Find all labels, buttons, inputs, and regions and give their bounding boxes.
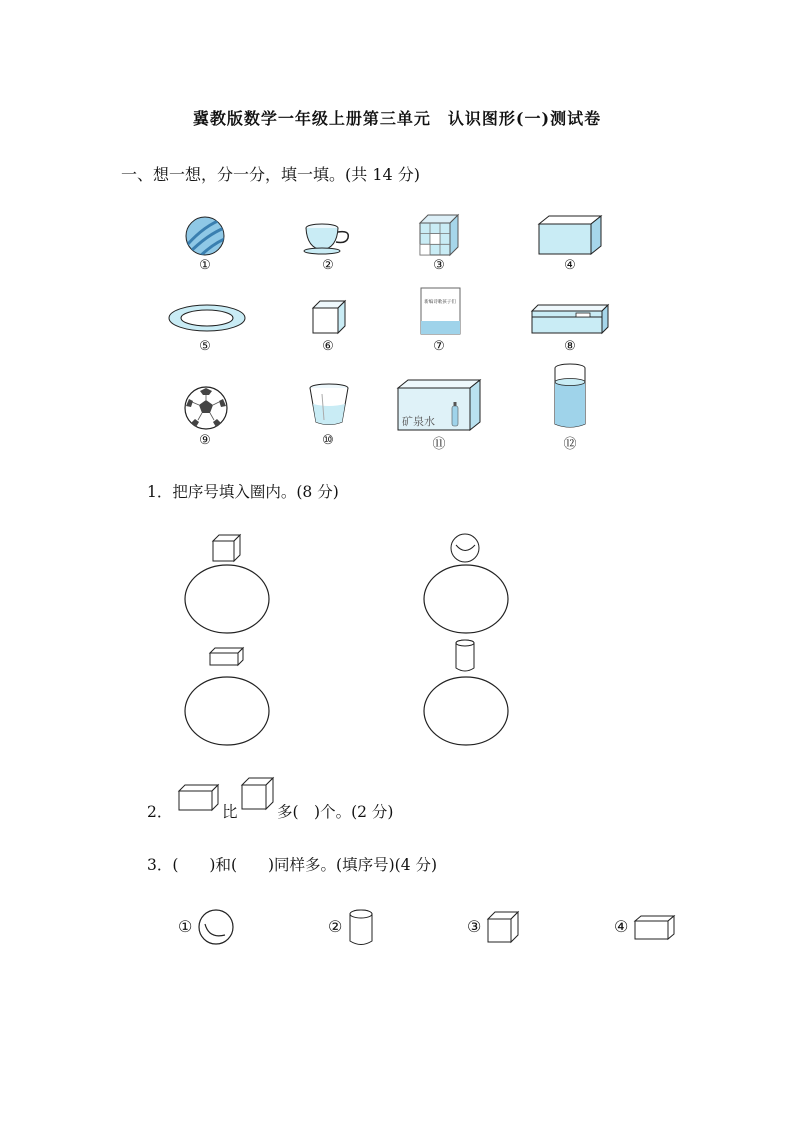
rubiks-cube-icon [418,213,460,257]
cylinder-icon [348,909,376,947]
cube-icon [241,777,275,811]
glass-icon [553,362,587,432]
striped-ball-icon [183,215,227,257]
item-number: ⑧ [564,339,576,354]
option-number: ② [328,917,343,936]
option-number: ① [178,917,193,936]
item-number: ⑥ [322,339,334,354]
sphere-icon [449,532,483,564]
question-2-prefix: 2． [147,803,173,821]
option-number: ④ [614,917,629,936]
question-2-suffix: 多( )个。(2 分) [277,803,394,821]
page-title: 冀教版数学一年级上册第三单元 认识图形(一)测试卷 [192,109,602,128]
item-number: ④ [564,258,576,273]
question-3: 3．( )和( )同样多。(填序号)(4 分) [147,856,438,874]
cylinder-icon [454,639,476,673]
answer-oval-cube[interactable] [183,563,271,635]
teacup-icon [302,220,354,256]
soccer-ball-icon [183,385,229,431]
water-carton-icon [396,378,482,432]
open-box-icon [537,214,603,256]
item-number: ① [199,258,211,273]
question-2-mid: 比 [222,803,238,821]
answer-oval-sphere[interactable] [422,563,510,635]
answer-oval-cylinder[interactable] [422,675,510,747]
cuboid-icon [178,784,220,812]
section-heading: 一、想一想，分一分，填一填。(共 14 分) [121,165,421,184]
cube-icon [212,534,242,562]
sphere-icon [197,909,235,945]
small-cube-icon [311,299,349,337]
item-number: ③ [433,258,445,273]
carton-label: 矿泉水 [402,415,435,428]
book-title: 新编诗歌孩子们 [424,300,456,305]
question-1: 1．把序号填入圈内。(8 分) [147,483,339,501]
book-icon [420,287,462,335]
item-number: ⑨ [199,433,211,448]
item-number: ⑤ [199,339,211,354]
item-number: ⑦ [433,339,445,354]
lidded-box-icon [530,303,610,335]
cube-icon [487,911,521,943]
item-number: ② [322,258,334,273]
option-number: ③ [467,917,482,936]
cup-icon [306,382,352,428]
plate-icon [167,302,247,334]
cuboid-icon [634,915,676,941]
item-number: ⑫ [563,437,577,452]
item-number: ⑪ [432,437,446,452]
cuboid-icon [209,647,245,667]
item-number: ⑩ [322,433,334,448]
answer-oval-cuboid[interactable] [183,675,271,747]
